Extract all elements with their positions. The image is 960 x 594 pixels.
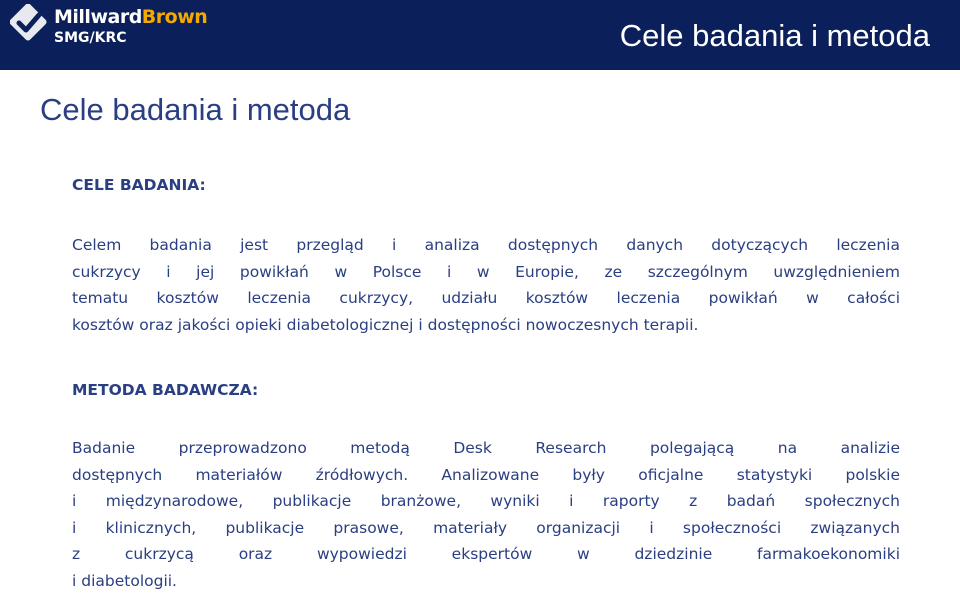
paragraph-line: dostępnych materiałów źródłowych. Analizowane były oficjalne statystyki polskie [72, 462, 900, 489]
paragraph-line: z cukrzycą oraz wypowiedzi ekspertów w dziedzinie farmakoekonomiki [72, 541, 900, 568]
paragraph-line: Celem badania jest przegląd i analiza dostępnych danych dotyczących leczenia [72, 232, 900, 259]
logo-brand-name: MillwardBrown [54, 6, 207, 28]
paragraph-line: i diabetologii. [72, 568, 900, 594]
logo-subbrand: SMG/KRC [54, 30, 127, 46]
paragraph-line: i klinicznych, publikacje prasowe, materiały organizacji i społeczności związanych [72, 515, 900, 542]
paragraph-line: kosztów oraz jakości opieki diabetologicznej i dostępności nowoczesnych terapii. [72, 312, 900, 339]
paragraph-line: Badanie przeprowadzono metodą Desk Research polegającą na analizie [72, 435, 900, 462]
section-heading-goals: CELE BADANIA: [72, 176, 206, 194]
paragraph-line: cukrzycy i jej powikłań w Polsce i w Europie, ze szczególnym uwzględnieniem [72, 259, 900, 286]
paragraph-line: tematu kosztów leczenia cukrzycy, udziału kosztów leczenia powikłań w całości [72, 285, 900, 312]
paragraph-goals [72, 232, 900, 338]
paragraph-line: i międzynarodowe, publikacje branżowe, wyniki i raporty z badań społecznych [72, 488, 900, 515]
page-title: Cele badania i metoda [40, 92, 350, 128]
millward-brown-logo[interactable] [10, 4, 210, 48]
header-title: Cele badania i metoda [620, 18, 930, 54]
section-heading-method: METODA BADAWCZA: [72, 381, 258, 399]
header-bar [0, 0, 960, 70]
paragraph-method [72, 435, 900, 594]
brand-check-icon [10, 4, 50, 44]
